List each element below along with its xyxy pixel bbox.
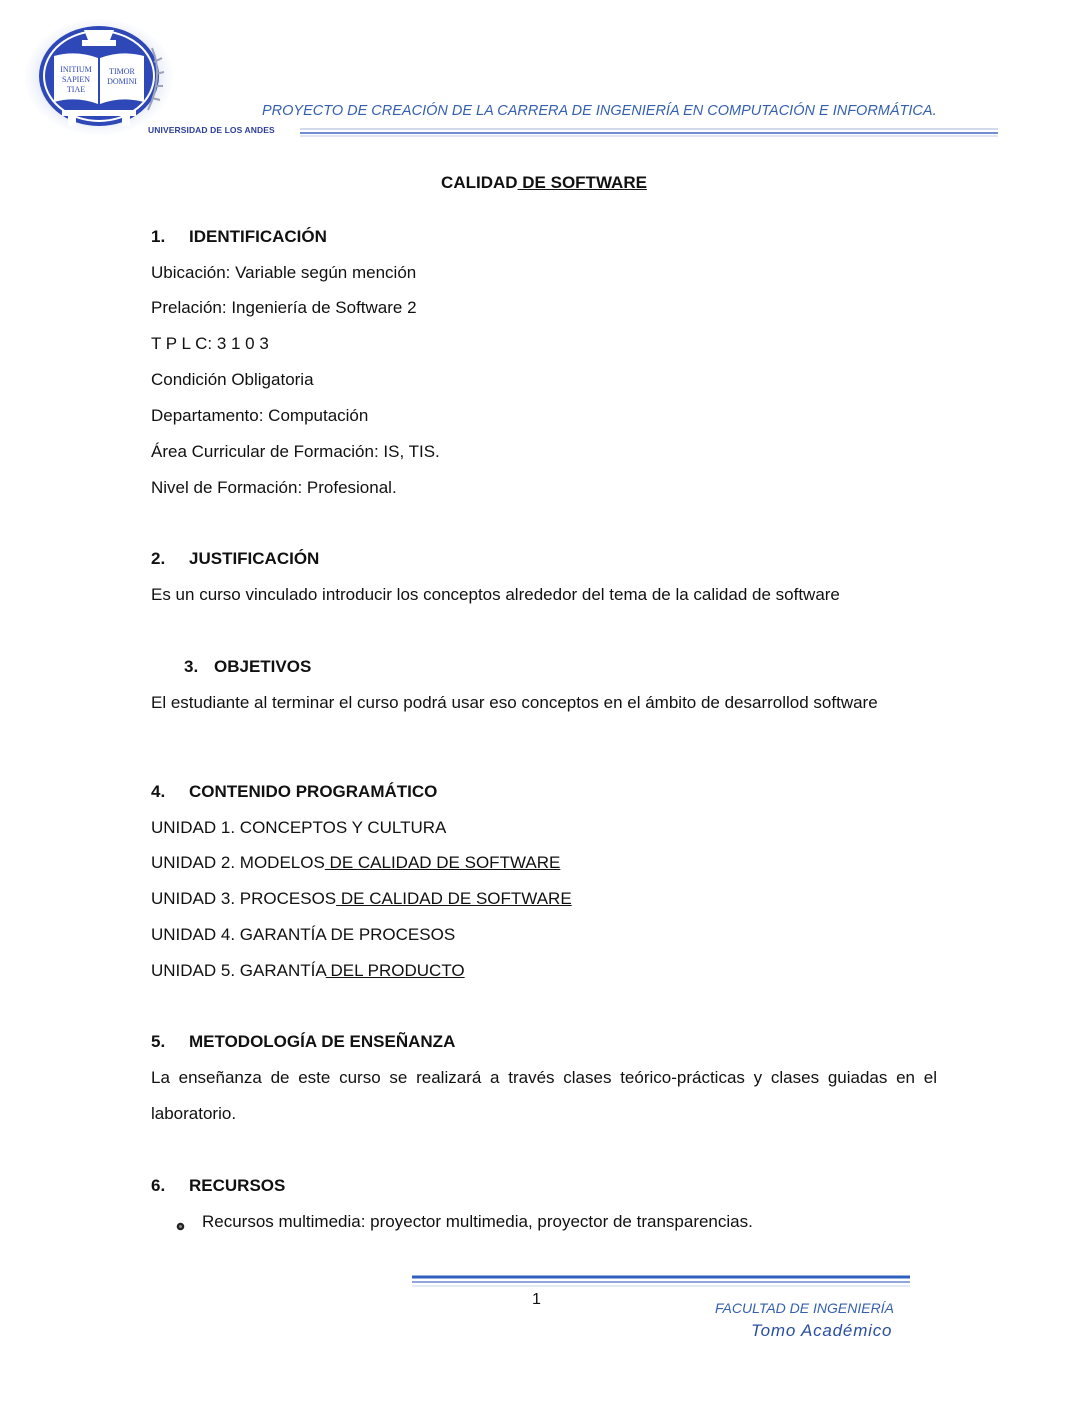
section-number: 6. bbox=[151, 1176, 166, 1195]
unit-label-underlined: DE CALIDAD DE SOFTWARE bbox=[324, 853, 561, 872]
unit-item bbox=[151, 961, 465, 981]
metodologia-text: La enseñanza de este curso se realizará a través clases teórico-prácticas y clases guiadas en el laboratorio. bbox=[151, 1068, 937, 1123]
unit-item bbox=[151, 889, 572, 909]
section-contenido-heading bbox=[151, 782, 437, 802]
unit-item bbox=[151, 818, 446, 838]
unit-label: UNIDAD 3. PROCESOS bbox=[151, 889, 337, 908]
identificacion-line: Nivel de Formación: Profesional. bbox=[151, 478, 397, 497]
section-objetivos-heading bbox=[184, 657, 311, 677]
unit-label: UNIDAD 1. CONCEPTOS Y CULTURA bbox=[151, 818, 447, 837]
section-metodologia-heading bbox=[151, 1032, 455, 1052]
svg-text:TIMOR: TIMOR bbox=[109, 67, 135, 76]
justificacion-text: Es un curso vinculado introducir los conceptos alrededor del tema de la calidad de software bbox=[151, 585, 840, 604]
svg-text:DOMINI: DOMINI bbox=[107, 77, 137, 86]
section-number: 4. bbox=[151, 782, 166, 801]
unit-label-underlined: DEL PRODUCTO bbox=[325, 961, 465, 980]
document-title bbox=[0, 173, 1088, 193]
bullet-icon bbox=[176, 1218, 185, 1227]
unit-item bbox=[151, 925, 455, 945]
section-identificacion-heading bbox=[151, 227, 327, 247]
header-rule bbox=[300, 124, 998, 134]
unit-label: UNIDAD 2. MODELOS bbox=[151, 853, 325, 872]
objetivos-text: El estudiante al terminar el curso podrá usar eso conceptos en el ámbito de desarrollod software bbox=[151, 693, 878, 712]
recursos-item: Recursos multimedia: proyector multimedia, proyector de transparencias. bbox=[202, 1212, 753, 1231]
identificacion-line: Ubicación: Variable según mención bbox=[151, 263, 417, 282]
unit-label: UNIDAD 4. GARANTÍA DE PROCESOS bbox=[151, 925, 456, 944]
section-recursos-heading bbox=[151, 1176, 285, 1196]
unit-item bbox=[151, 853, 560, 873]
document-title-part1: CALIDAD bbox=[441, 173, 518, 192]
section-heading-text: METODOLOGÍA DE ENSEÑANZA bbox=[189, 1032, 456, 1051]
identificacion-line: Prelación: Ingeniería de Software 2 bbox=[151, 298, 417, 317]
section-heading-text: RECURSOS bbox=[189, 1176, 286, 1195]
footer-rule bbox=[412, 1274, 910, 1286]
section-number: 2. bbox=[151, 549, 166, 568]
header-title: PROYECTO DE CREACIÓN DE LA CARRERA DE INGENIERÍA EN COMPUTACIÓN E INFORMÁTICA. bbox=[262, 103, 937, 119]
identificacion-line: T P L C: 3 1 0 3 bbox=[151, 334, 269, 353]
university-name: UNIVERSIDAD DE LOS ANDES bbox=[148, 125, 275, 135]
section-number: 5. bbox=[151, 1032, 166, 1051]
logo-text-left: INITIUM bbox=[60, 65, 92, 74]
document-title-part2: DE SOFTWARE bbox=[517, 173, 647, 192]
identificacion-line: Departamento: Computación bbox=[151, 406, 369, 425]
page-number: 1 bbox=[532, 1291, 541, 1308]
university-logo bbox=[24, 18, 174, 136]
identificacion-line: Condición Obligatoria bbox=[151, 370, 314, 389]
section-heading-text: CONTENIDO PROGRAMÁTICO bbox=[189, 782, 438, 801]
section-justificacion-heading bbox=[151, 549, 319, 569]
footer-faculty: FACULTAD DE INGENIERÍA bbox=[715, 1300, 894, 1316]
svg-text:TIAE: TIAE bbox=[66, 85, 86, 94]
unit-label-underlined: DE CALIDAD DE SOFTWARE bbox=[336, 889, 572, 908]
section-number: 3. bbox=[184, 657, 199, 676]
section-heading-text: JUSTIFICACIÓN bbox=[189, 549, 320, 568]
unit-label: UNIDAD 5. GARANTÍA bbox=[151, 961, 326, 980]
footer-volume: Tomo Académico bbox=[751, 1321, 893, 1340]
section-heading-text: OBJETIVOS bbox=[214, 657, 312, 676]
section-number: 1. bbox=[151, 227, 166, 246]
identificacion-line: Área Curricular de Formación: IS, TIS. bbox=[151, 442, 440, 461]
svg-text:SAPIEN: SAPIEN bbox=[61, 75, 91, 84]
section-heading-text: IDENTIFICACIÓN bbox=[189, 227, 327, 246]
